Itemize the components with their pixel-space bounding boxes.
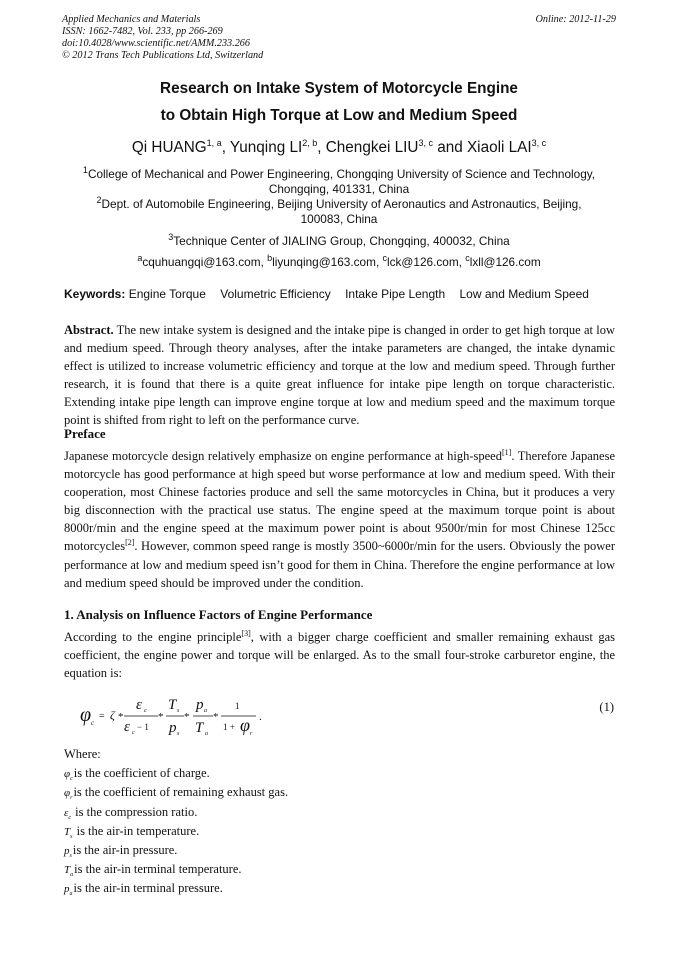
abstract-text: The new intake system is designed and the intake pipe is changed in order to get high torque at low and medium speed. Through theory analyses, after the intake parameters are changed, the intake dynamic effect is utilized to increase volumetric efficiency and torque at the low and medium speed. Through further research, it is found that there is a quite great influence for intake pipe length on torque characteristic. Extending intake pipe length can improve engine torque at low and medium speed and the maximum torque point is shifted from right to left on the performance curve. bbox=[64, 323, 615, 428]
eq-T: T bbox=[195, 720, 204, 736]
author-emails: $^a$cquhuangqi@163.com, $^b$liyunqing@163.com, $^c$lck@126.com, $^c$lxll@126.com bbox=[137, 253, 541, 269]
eq-T-sub: s bbox=[177, 708, 180, 714]
eq-epsilon-sub: c bbox=[144, 708, 147, 714]
keyword: Volumetric Efficiency bbox=[220, 287, 331, 301]
eq-p: p bbox=[169, 720, 177, 736]
online-date: Online: 2012-11-29 bbox=[535, 14, 616, 25]
journal-name: Applied Mechanics and Materials bbox=[62, 14, 201, 25]
author-sup: 1, a bbox=[206, 138, 222, 148]
author-name: Chengkei LIU bbox=[325, 139, 419, 157]
definition-item: $\varphi_cis$ the coefficient of charge. bbox=[64, 766, 210, 783]
eq-epsilon: ε bbox=[136, 697, 142, 713]
keyword: Engine Torque bbox=[128, 287, 206, 301]
issn: ISSN: 1662-7482, Vol. 233, pp 266-269 bbox=[62, 26, 223, 37]
keywords bbox=[64, 287, 589, 301]
author-sup: 3, c bbox=[531, 138, 547, 148]
eq-star: * bbox=[184, 711, 190, 723]
email: liyunqing@163.com bbox=[272, 254, 376, 269]
eq-p-sub: a bbox=[204, 708, 207, 714]
paper-title-line-1: Research on Intake System of Motorcycle Engine bbox=[160, 80, 518, 97]
eq-T-sub: a bbox=[205, 731, 208, 737]
citation: [2] bbox=[125, 538, 135, 548]
eq-epsilon-sub: c bbox=[132, 730, 135, 736]
abstract-label: Abstract. bbox=[64, 323, 114, 337]
keyword: Low and Medium Speed bbox=[459, 287, 589, 301]
eq-T: T bbox=[168, 697, 177, 713]
email: lxll@126.com bbox=[469, 254, 541, 269]
definition-item: $T_ais$ the air-in terminal temperature. bbox=[64, 862, 242, 879]
eq-phi-sub: c bbox=[91, 719, 95, 727]
keywords-label: Keywords: bbox=[64, 287, 126, 301]
definition-item: $\varphi_ris$ the coefficient of remaining exhaust gas. bbox=[64, 785, 289, 802]
author-name: Yunqing LI bbox=[229, 139, 303, 157]
eq-star: * bbox=[118, 711, 124, 723]
where-label: Where: bbox=[64, 747, 101, 761]
definition-item: $\varepsilon_c$ is the compression ratio. bbox=[64, 804, 198, 821]
eq-p-sub: s bbox=[177, 731, 180, 737]
equation-graphic bbox=[78, 692, 618, 740]
keyword: Intake Pipe Length bbox=[345, 287, 446, 301]
paper-title-line-2: to Obtain High Torque at Low and Medium Speed bbox=[160, 107, 518, 124]
preface-text: Japanese motorcycle design relatively emphasize on engine performance at high-speed[1]. Therefore Japanese motorcycle has good performance at high speed but worse performance at low and medium speed. With their cooperation, most Chinese factories produce and sell the same motorcycles in China, but it produces a very big disconnection with the practical use status. The engine speed at the maximum torque point is about 8000r/min and the engine speed at the maximum power point is about 9500r/min for most Chinese 125cc motorcycles[2]. However, common speed range is mostly 3500~6000r/min for the users. Obviously the power performance at low and medium speed isn’t good for them in China. Therefore the engine performance at low and medium speed should be improved under the condition. bbox=[64, 447, 615, 590]
author-sup: 3, c bbox=[418, 138, 433, 148]
eq-phi: φ bbox=[80, 704, 92, 726]
preface-heading: Preface bbox=[64, 426, 106, 441]
section-1-text: According to the engine principle[3], with a bigger charge coefficient and smaller remaining exhaust gas coefficient, the engine power and torque will be enlarged. As to the small four-stroke carburetor engine, the equation is: bbox=[64, 628, 615, 681]
abstract bbox=[64, 321, 615, 430]
author-sup: 2, b bbox=[302, 138, 318, 148]
copyright: © 2012 Trans Tech Publications Ltd, Switzerland bbox=[62, 50, 264, 61]
eq-zeta: ζ bbox=[110, 708, 115, 722]
definition-item: $p_ais$ the air-in terminal pressure. bbox=[64, 881, 223, 898]
eq-period: . bbox=[259, 711, 262, 723]
citation: [1] bbox=[501, 447, 512, 457]
eq-star: * bbox=[158, 711, 164, 723]
affiliation-2: $^2$Dept. of Automobile Engineering, Beijing University of Aeronautics and Astronautics, Beijing, 100083, China bbox=[96, 195, 582, 227]
eq-p: p bbox=[196, 697, 204, 713]
eq-phi: φ bbox=[240, 715, 250, 735]
journal-header bbox=[62, 14, 616, 62]
email: cquhuangqi@163.com bbox=[142, 254, 261, 269]
affiliation-3: $^3$Technique Center of JIALING Group, Chongqing, 400032, China bbox=[168, 232, 510, 248]
eq-epsilon: ε bbox=[124, 719, 130, 735]
author-name: Qi HUANG bbox=[131, 139, 207, 157]
email: lck@126.com bbox=[387, 254, 459, 269]
definition-item: $p_sis$ the air-in pressure. bbox=[64, 842, 178, 860]
eq-minus-one: − 1 bbox=[137, 722, 149, 732]
affiliation-1: $^1$College of Mechanical and Power Engineering, Chongqing University of Science and Technology, Chongqing, 401331, China bbox=[82, 165, 596, 197]
eq-phi-sub: r bbox=[250, 731, 253, 737]
citation: [3] bbox=[241, 628, 251, 638]
section-1-heading: 1. Analysis on Influence Factors of Engine Performance bbox=[64, 607, 373, 622]
equation-1 bbox=[78, 692, 618, 740]
equation-number: (1) bbox=[599, 700, 614, 714]
author-list: Qi HUANG$^{1, a}$, Yunqing LI$^{2, b}$, Chengkei LIU$^{3, c}$ and Xiaoli LAI$^{3, c}$ bbox=[131, 138, 547, 157]
definition-item: $T_s$ is the air-in temperature. bbox=[64, 823, 200, 840]
author-name: Xiaoli LAI bbox=[466, 139, 532, 157]
doi: doi:10.4028/www.scientific.net/AMM.233.266 bbox=[62, 38, 250, 49]
definitions bbox=[64, 745, 288, 899]
eq-star: * bbox=[213, 711, 219, 723]
eq-equals: = bbox=[99, 711, 105, 722]
eq-one-plus: 1 + bbox=[223, 722, 235, 732]
eq-one: 1 bbox=[235, 701, 240, 711]
